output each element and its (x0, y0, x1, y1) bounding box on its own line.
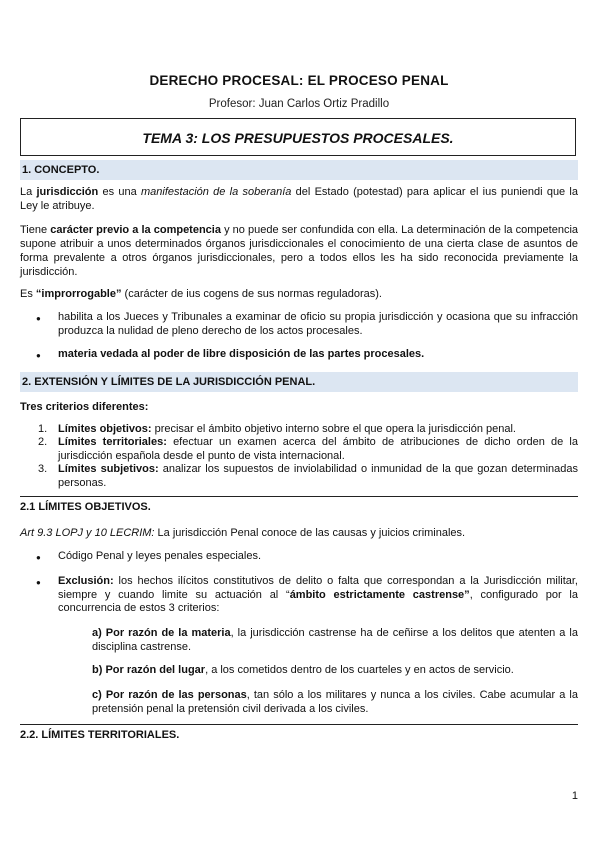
page-number: 1 (571, 790, 578, 802)
bullet-icon: ● (36, 314, 41, 323)
bullet-icon: ● (36, 351, 41, 360)
section-heading-concepto: 1. CONCEPTO. (20, 160, 578, 180)
list-item-exclusion: Exclusión: los hechos ilícitos constitutivos de delito o falta que correspondan a la Jurisdicción militar, siempre y cuando limite su actuación al “ámbito estrictamente castrense”, configurado por la concurrencia de estos 3 criterios: (58, 575, 578, 614)
paragraph-competencia: Tiene carácter previo a la competencia y no puede ser confundida con ella. La determinación de la competencia supone atribuir a unos determinados órganos jurisdiccionales el conocimiento de una cierta clase de asuntos de forma prevalente a otros órganos jurisdiccionales, pero a todos ellos les ha sido reconocida previamente la jurisdicción. (20, 224, 579, 278)
criterion-materia: a) Por razón de la materia, la jurisdicción castrense ha de ceñirse a los delitos que atenten a la disciplina castrense. (92, 627, 578, 653)
list-item: Código Penal y leyes penales especiales. (58, 550, 262, 562)
list-number: 3. (38, 463, 48, 475)
list-number: 1. (38, 423, 48, 435)
list-number: 2. (38, 436, 48, 448)
paragraph-art-reference: Art 9.3 LOPJ y 10 LECRIM: La jurisdicción Penal conoce de las causas y juicios criminales. (20, 527, 466, 539)
topic-title: TEMA 3: LOS PRESUPUESTOS PROCESALES. (142, 130, 454, 146)
criterion-lugar: b) Por razón del lugar, a los cometidos dentro de los cuarteles y en actos de servicio. (92, 664, 514, 676)
topic-box (20, 118, 576, 156)
bullet-icon: ● (36, 553, 41, 562)
document-title: DERECHO PROCESAL: EL PROCESO PENAL (149, 73, 449, 88)
section-heading-limites-objetivos: 2.1 LÍMITES OBJETIVOS. (20, 496, 578, 513)
paragraph-jurisdiccion: La jurisdicción es una manifestación de la soberanía del Estado (potestad) para aplicar el ius puniendi que la Ley le atribuye. (20, 186, 578, 212)
professor-name: Profesor: Juan Carlos Ortiz Pradillo (208, 98, 390, 110)
criterion-personas: c) Por razón de las personas, tan sólo a los militares y nunca a los civiles. Cabe acumular a la pretensión penal la pretensión civil derivada a los civiles. (92, 689, 578, 715)
list-item: Límites subjetivos: analizar los supuestos de inviolabilidad o inmunidad de la que gozan determinadas personas. (58, 463, 578, 489)
list-item: Límites territoriales: efectuar un examen acerca del ámbito de atribuciones de dicho orden de la jurisdicción española desde el punto de vista internacional. (58, 436, 578, 462)
list-item: materia vedada al poder de libre disposición de las partes procesales. (58, 348, 425, 360)
section-heading-limites-territoriales: 2.2. LÍMITES TERRITORIALES. (20, 724, 578, 741)
list-item: Límites objetivos: precisar el ámbito objetivo interno sobre el que opera la jurisdicción penal. (58, 423, 516, 435)
list-item: habilita a los Jueces y Tribunales a examinar de oficio su propia jurisdicción y ocasiona que su infracción produzca la nulidad de pleno derecho de los actos procesales. (58, 311, 578, 337)
bullet-icon: ● (36, 578, 41, 587)
criteria-intro: Tres criterios diferentes: (20, 401, 149, 413)
section-heading-extension: 2. EXTENSIÓN Y LÍMITES DE LA JURISDICCIÓN PENAL. (20, 372, 578, 392)
paragraph-improrrogable: Es “improrrogable” (carácter de ius cogens de sus normas reguladoras). (20, 288, 382, 300)
